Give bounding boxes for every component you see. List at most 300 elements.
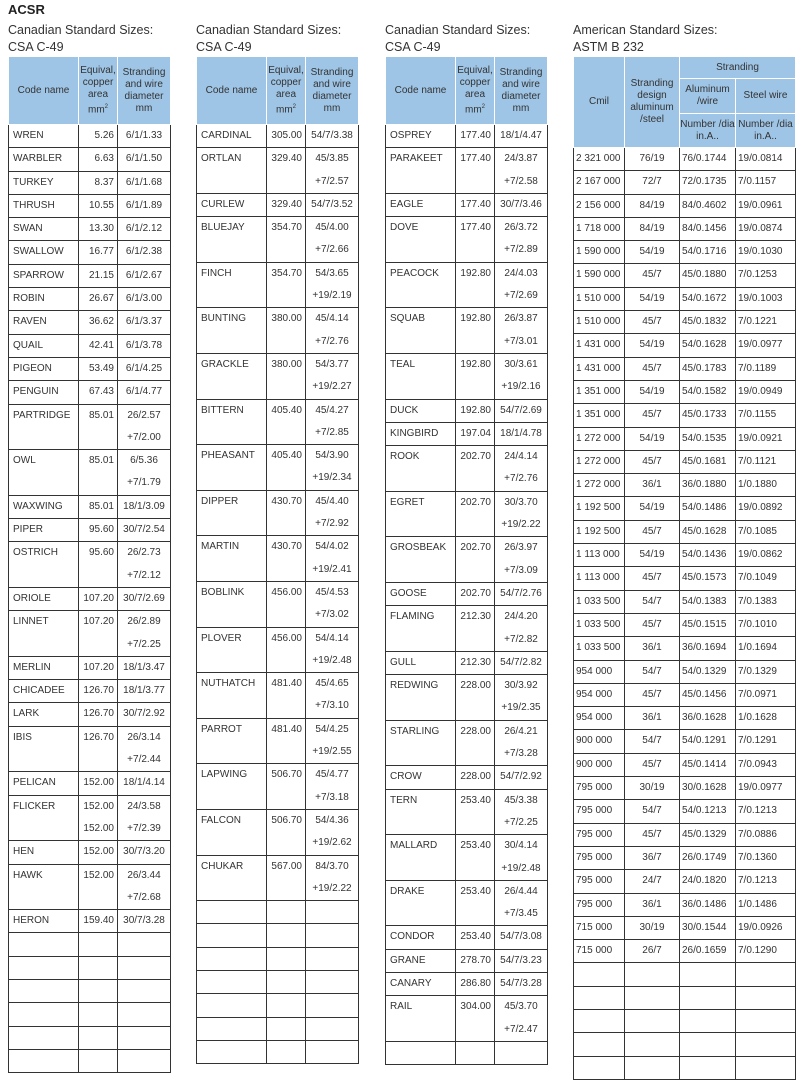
- design-cell: 54/19: [625, 241, 680, 264]
- stranding-cell: 30/7/2.92: [118, 703, 171, 726]
- code-name-cell: EGRET: [386, 491, 456, 537]
- equiv-area-cell: 278.70: [456, 949, 495, 972]
- cmil-cell: 2 156 000: [574, 194, 625, 217]
- equiv-area-cell: 192.80: [456, 308, 495, 354]
- code-name-cell: ROOK: [386, 446, 456, 492]
- design-cell: 54/19: [625, 497, 680, 520]
- stranding-cell: 6/1/1.68: [118, 171, 171, 194]
- table-row: [574, 777, 796, 800]
- table-row: [386, 606, 548, 652]
- steel-cell: 1/0.1880: [736, 474, 796, 497]
- equiv-area-cell: 305.00: [267, 125, 306, 148]
- stranding-cell: 6/1/1.89: [118, 194, 171, 217]
- stranding-cell: 6/1/2.38: [118, 241, 171, 264]
- table-row: [9, 148, 171, 171]
- equiv-area-cell: 85.01: [79, 404, 118, 450]
- code-name-cell: FLICKER: [9, 795, 79, 841]
- aluminum-cell: 45/0.1681: [680, 450, 736, 473]
- aluminum-cell: 36/0.1486: [680, 893, 736, 916]
- code-name-cell: QUAIL: [9, 334, 79, 357]
- equiv-area-cell: 202.70: [456, 446, 495, 492]
- stranding-cell: 54/7/2.82: [495, 651, 548, 674]
- steel-cell: 19/0.0949: [736, 380, 796, 403]
- table-row: [574, 893, 796, 916]
- stranding-cell: 54/3.90 +19/2.34: [306, 445, 359, 491]
- design-cell: 54/7: [625, 660, 680, 683]
- code-name-cell: LARK: [9, 703, 79, 726]
- code-name-cell: CARDINAL: [197, 125, 267, 148]
- aluminum-cell: 54/0.1716: [680, 241, 736, 264]
- empty-row: [9, 956, 171, 979]
- code-name-cell: PARROT: [197, 718, 267, 764]
- table-row: [574, 730, 796, 753]
- table-row: [574, 311, 796, 334]
- cmil-cell: 1 192 500: [574, 497, 625, 520]
- equiv-area-cell: 13.30: [79, 218, 118, 241]
- equiv-area-cell: 430.70: [267, 490, 306, 536]
- empty-row: [9, 1003, 171, 1026]
- csa-section: [196, 22, 359, 1064]
- header-cmil: Cmil: [574, 57, 625, 148]
- table-row: [574, 357, 796, 380]
- cmil-cell: 954 000: [574, 683, 625, 706]
- table-row: [197, 855, 359, 901]
- table-row: [197, 353, 359, 399]
- steel-cell: 1/0.1694: [736, 637, 796, 660]
- equiv-area-cell: 228.00: [456, 675, 495, 721]
- equiv-area-cell: 5.26: [79, 125, 118, 148]
- aluminum-cell: 26/0.1659: [680, 940, 736, 963]
- aluminum-cell: 54/0.1486: [680, 497, 736, 520]
- table-row: [9, 542, 171, 588]
- code-name-cell: MALLARD: [386, 835, 456, 881]
- stranding-cell: 45/4.14 +7/2.76: [306, 308, 359, 354]
- table-row: [9, 656, 171, 679]
- table-row: [574, 194, 796, 217]
- code-name-cell: CANARY: [386, 972, 456, 995]
- empty-row: [574, 1009, 796, 1032]
- empty-row: [574, 1056, 796, 1079]
- steel-cell: 19/0.1030: [736, 241, 796, 264]
- steel-cell: 7/0.1360: [736, 846, 796, 869]
- code-name-cell: MERLIN: [9, 656, 79, 679]
- equiv-area-cell: 152.00: [79, 841, 118, 864]
- aluminum-cell: 54/0.1582: [680, 380, 736, 403]
- code-name-cell: MARTIN: [197, 536, 267, 582]
- stranding-cell: 24/3.87 +7/2.58: [495, 148, 548, 194]
- code-name-cell: HAWK: [9, 864, 79, 910]
- code-name-cell: BLUEJAY: [197, 217, 267, 263]
- table-row: [9, 357, 171, 380]
- equiv-area-cell: 253.40: [456, 835, 495, 881]
- design-cell: 54/19: [625, 380, 680, 403]
- stranding-cell: 26/3.44 +7/2.68: [118, 864, 171, 910]
- table-row: [386, 926, 548, 949]
- design-cell: 54/7: [625, 590, 680, 613]
- stranding-cell: 18/1/3.09: [118, 495, 171, 518]
- equiv-area-cell: 405.40: [267, 445, 306, 491]
- table-row: [197, 125, 359, 148]
- stranding-cell: 45/3.70 +7/2.47: [495, 996, 548, 1042]
- design-cell: 45/7: [625, 683, 680, 706]
- code-name-cell: BOBLINK: [197, 581, 267, 627]
- stranding-cell: 18/1/4.78: [495, 422, 548, 445]
- header-steel-number: Number /dia in.A..: [736, 114, 796, 148]
- table-row: [9, 795, 171, 841]
- aluminum-cell: 36/0.1880: [680, 474, 736, 497]
- code-name-cell: HERON: [9, 910, 79, 933]
- stranding-cell: 45/4.27 +7/2.85: [306, 399, 359, 445]
- cmil-cell: 1 590 000: [574, 241, 625, 264]
- aluminum-cell: 26/0.1749: [680, 846, 736, 869]
- equiv-area-cell: 212.30: [456, 606, 495, 652]
- table-row: [9, 450, 171, 496]
- code-name-cell: GRACKLE: [197, 353, 267, 399]
- cmil-cell: 795 000: [574, 823, 625, 846]
- table-row: [574, 940, 796, 963]
- stranding-cell: 54/7/2.76: [495, 582, 548, 605]
- table-row: [386, 651, 548, 674]
- steel-cell: 7/0.1213: [736, 870, 796, 893]
- empty-row: [197, 947, 359, 970]
- cmil-cell: 1 113 000: [574, 567, 625, 590]
- steel-cell: 19/0.0862: [736, 544, 796, 567]
- equiv-area-cell: 8.37: [79, 171, 118, 194]
- code-name-cell: FALCON: [197, 809, 267, 855]
- aluminum-cell: 45/0.1414: [680, 753, 736, 776]
- equiv-area-cell: 126.70: [79, 703, 118, 726]
- steel-cell: 7/0.1329: [736, 660, 796, 683]
- stranding-cell: 45/4.40 +7/2.92: [306, 490, 359, 536]
- table-row: [574, 800, 796, 823]
- cmil-cell: 1 033 500: [574, 637, 625, 660]
- code-name-cell: PARTRIDGE: [9, 404, 79, 450]
- stranding-cell: 45/4.00 +7/2.66: [306, 217, 359, 263]
- code-name-cell: FINCH: [197, 262, 267, 308]
- stranding-cell: 30/7/3.20: [118, 841, 171, 864]
- equiv-area-cell: 192.80: [456, 353, 495, 399]
- cmil-cell: 900 000: [574, 730, 625, 753]
- design-cell: 45/7: [625, 613, 680, 636]
- steel-cell: 7/0.1157: [736, 171, 796, 194]
- stranding-cell: 54/7/3.38: [306, 125, 359, 148]
- equiv-area-cell: 329.40: [267, 148, 306, 194]
- csa-section: [8, 22, 171, 1073]
- header-stranding: Stranding and wire diameter mm: [306, 57, 359, 125]
- equiv-area-cell: 53.49: [79, 357, 118, 380]
- code-name-cell: DRAKE: [386, 880, 456, 926]
- table-row: [9, 910, 171, 933]
- stranding-cell: 30/3.92 +19/2.35: [495, 675, 548, 721]
- table-row: [9, 171, 171, 194]
- table-row: [197, 148, 359, 194]
- design-cell: 36/1: [625, 893, 680, 916]
- design-cell: 36/7: [625, 846, 680, 869]
- table-row: [386, 308, 548, 354]
- table-row: [9, 726, 171, 772]
- acsr-heading: ACSR: [8, 2, 45, 17]
- code-name-cell: GROSBEAK: [386, 537, 456, 583]
- stranding-cell: 45/4.53 +7/3.02: [306, 581, 359, 627]
- aluminum-cell: 54/0.1329: [680, 660, 736, 683]
- cmil-cell: 1 033 500: [574, 590, 625, 613]
- table-row: [574, 660, 796, 683]
- code-name-cell: KINGBIRD: [386, 422, 456, 445]
- stranding-cell: 6/1/3.37: [118, 311, 171, 334]
- steel-cell: 7/0.1121: [736, 450, 796, 473]
- table-row: [386, 148, 548, 194]
- design-cell: 54/19: [625, 334, 680, 357]
- table-row: [386, 720, 548, 766]
- equiv-area-cell: 152.00 152.00: [79, 795, 118, 841]
- equiv-area-cell: 456.00: [267, 627, 306, 673]
- stranding-cell: 54/7/3.23: [495, 949, 548, 972]
- equiv-area-cell: 95.60: [79, 519, 118, 542]
- design-cell: 84/19: [625, 217, 680, 240]
- csa-table: [8, 56, 171, 1073]
- stranding-cell: 6/1/4.77: [118, 381, 171, 404]
- table-row: [386, 399, 548, 422]
- steel-cell: 7/0.1383: [736, 590, 796, 613]
- table-row: [574, 567, 796, 590]
- steel-cell: 7/0.1221: [736, 311, 796, 334]
- table-row: [574, 450, 796, 473]
- section-title: Canadian Standard Sizes: CSA C-49: [196, 23, 342, 54]
- equiv-area-cell: 16.77: [79, 241, 118, 264]
- code-name-cell: STARLING: [386, 720, 456, 766]
- equiv-area-cell: 126.70: [79, 680, 118, 703]
- equiv-area-cell: 253.40: [456, 880, 495, 926]
- design-cell: 45/7: [625, 823, 680, 846]
- table-row: [197, 764, 359, 810]
- code-name-cell: OSTRICH: [9, 542, 79, 588]
- code-name-cell: CURLEW: [197, 193, 267, 216]
- empty-row: [9, 1049, 171, 1072]
- equiv-area-cell: 126.70: [79, 726, 118, 772]
- cmil-cell: 1 431 000: [574, 357, 625, 380]
- stranding-cell: 54/7/3.08: [495, 926, 548, 949]
- cmil-cell: 795 000: [574, 777, 625, 800]
- code-name-cell: TERN: [386, 789, 456, 835]
- cmil-cell: 1 033 500: [574, 613, 625, 636]
- table-row: [9, 495, 171, 518]
- equiv-area-cell: 177.40: [456, 125, 495, 148]
- table-row: [574, 544, 796, 567]
- cmil-cell: 1 351 000: [574, 404, 625, 427]
- stranding-cell: 18/1/4.47: [495, 125, 548, 148]
- steel-cell: 7/0.0886: [736, 823, 796, 846]
- empty-row: [9, 979, 171, 1002]
- equiv-area-cell: 380.00: [267, 353, 306, 399]
- steel-cell: 7/0.1291: [736, 730, 796, 753]
- code-name-cell: WARBLER: [9, 148, 79, 171]
- header-equiv-area: Equival, copper area $mm^2$: [456, 57, 495, 125]
- aluminum-cell: 45/0.1329: [680, 823, 736, 846]
- code-name-cell: SWALLOW: [9, 241, 79, 264]
- table-row: [574, 590, 796, 613]
- design-cell: 45/7: [625, 450, 680, 473]
- design-cell: 54/19: [625, 287, 680, 310]
- empty-row: [197, 1017, 359, 1040]
- code-name-cell: SPARROW: [9, 264, 79, 287]
- table-row: [386, 972, 548, 995]
- cmil-cell: 954 000: [574, 707, 625, 730]
- equiv-area-cell: 506.70: [267, 809, 306, 855]
- header-code-name: Code name: [9, 57, 79, 125]
- stranding-cell: 26/4.21 +7/3.28: [495, 720, 548, 766]
- stranding-cell: 54/7/3.28: [495, 972, 548, 995]
- equiv-area-cell: 42.41: [79, 334, 118, 357]
- header-steel: Steel wire: [736, 79, 796, 114]
- table-row: [386, 766, 548, 789]
- design-cell: 36/1: [625, 474, 680, 497]
- equiv-area-cell: 202.70: [456, 537, 495, 583]
- code-name-cell: BUNTING: [197, 308, 267, 354]
- table-row: [9, 680, 171, 703]
- aluminum-cell: 76/0.1744: [680, 148, 736, 171]
- design-cell: 84/19: [625, 194, 680, 217]
- cmil-cell: 1 272 000: [574, 450, 625, 473]
- stranding-cell: 54/7/2.69: [495, 399, 548, 422]
- equiv-area-cell: 6.63: [79, 148, 118, 171]
- table-row: [386, 537, 548, 583]
- equiv-area-cell: 85.01: [79, 495, 118, 518]
- equiv-area-cell: 481.40: [267, 673, 306, 719]
- equiv-area-cell: 405.40: [267, 399, 306, 445]
- aluminum-cell: 54/0.1436: [680, 544, 736, 567]
- stranding-cell: 6/1/1.33: [118, 125, 171, 148]
- code-name-cell: FLAMING: [386, 606, 456, 652]
- steel-cell: 7/0.0943: [736, 753, 796, 776]
- design-cell: 45/7: [625, 567, 680, 590]
- stranding-cell: 24/4.14 +7/2.76: [495, 446, 548, 492]
- stranding-cell: 26/2.57 +7/2.00: [118, 404, 171, 450]
- design-cell: 24/7: [625, 870, 680, 893]
- stranding-cell: 30/3.70 +19/2.22: [495, 491, 548, 537]
- design-cell: 76/19: [625, 148, 680, 171]
- cmil-cell: 1 718 000: [574, 217, 625, 240]
- design-cell: 36/1: [625, 707, 680, 730]
- cmil-cell: 1 113 000: [574, 544, 625, 567]
- table-row: [574, 870, 796, 893]
- steel-cell: 1/0.1628: [736, 707, 796, 730]
- table-row: [197, 445, 359, 491]
- table-row: [9, 404, 171, 450]
- table-row: [386, 125, 548, 148]
- stranding-cell: 6/1/3.00: [118, 288, 171, 311]
- aluminum-cell: 54/0.1672: [680, 287, 736, 310]
- cmil-cell: 2 321 000: [574, 148, 625, 171]
- table-row: [197, 217, 359, 263]
- table-row: [9, 587, 171, 610]
- stranding-cell: 24/3.58 +7/2.39: [118, 795, 171, 841]
- stranding-cell: 54/7/2.92: [495, 766, 548, 789]
- empty-row: [386, 1041, 548, 1064]
- code-name-cell: PLOVER: [197, 627, 267, 673]
- stranding-cell: 84/3.70 +19/2.22: [306, 855, 359, 901]
- stranding-cell: 45/4.77 +7/3.18: [306, 764, 359, 810]
- cmil-cell: 795 000: [574, 870, 625, 893]
- aluminum-cell: 45/0.1573: [680, 567, 736, 590]
- design-cell: 54/19: [625, 544, 680, 567]
- stranding-cell: 26/4.44 +7/3.45: [495, 880, 548, 926]
- table-row: [386, 491, 548, 537]
- code-name-cell: CROW: [386, 766, 456, 789]
- steel-cell: 19/0.0977: [736, 777, 796, 800]
- steel-cell: 1/0.1486: [736, 893, 796, 916]
- table-row: [574, 474, 796, 497]
- header-equiv-area: Equival, copper area $mm^2$: [267, 57, 306, 125]
- header-equiv-area: Equival, copper area $mm^2$: [79, 57, 118, 125]
- table-row: [9, 264, 171, 287]
- aluminum-cell: 72/0.1735: [680, 171, 736, 194]
- steel-cell: 19/0.0921: [736, 427, 796, 450]
- code-name-cell: PELICAN: [9, 772, 79, 795]
- aluminum-cell: 45/0.1733: [680, 404, 736, 427]
- table-row: [386, 880, 548, 926]
- table-row: [574, 613, 796, 636]
- steel-cell: 7/0.1253: [736, 264, 796, 287]
- table-row: [9, 703, 171, 726]
- cmil-cell: 1 272 000: [574, 474, 625, 497]
- steel-cell: 19/0.0814: [736, 148, 796, 171]
- table-row: [197, 399, 359, 445]
- table-row: [386, 949, 548, 972]
- table-row: [9, 772, 171, 795]
- table-row: [386, 262, 548, 308]
- header-stranding: Stranding: [680, 57, 796, 79]
- cmil-cell: 795 000: [574, 846, 625, 869]
- table-row: [386, 422, 548, 445]
- equiv-area-cell: 107.20: [79, 587, 118, 610]
- design-cell: 45/7: [625, 520, 680, 543]
- aluminum-cell: 84/0.1456: [680, 217, 736, 240]
- table-row: [574, 497, 796, 520]
- code-name-cell: GRANE: [386, 949, 456, 972]
- code-name-cell: WREN: [9, 125, 79, 148]
- table-row: [197, 193, 359, 216]
- equiv-area-cell: 456.00: [267, 581, 306, 627]
- section-title: Canadian Standard Sizes: CSA C-49: [385, 23, 531, 54]
- stranding-cell: 30/4.14 +19/2.48: [495, 835, 548, 881]
- table-row: [197, 581, 359, 627]
- cmil-cell: 715 000: [574, 916, 625, 939]
- equiv-area-cell: 228.00: [456, 720, 495, 766]
- design-cell: 45/7: [625, 753, 680, 776]
- stranding-cell: 26/2.89 +7/2.25: [118, 611, 171, 657]
- table-row: [574, 916, 796, 939]
- empty-row: [574, 986, 796, 1009]
- table-row: [574, 264, 796, 287]
- empty-row: [197, 901, 359, 924]
- empty-row: [197, 924, 359, 947]
- design-cell: 54/19: [625, 427, 680, 450]
- aluminum-cell: 45/0.1832: [680, 311, 736, 334]
- table-row: [9, 311, 171, 334]
- table-row: [386, 353, 548, 399]
- stranding-cell: 6/1/3.78: [118, 334, 171, 357]
- table-row: [9, 125, 171, 148]
- stranding-cell: 54/4.14 +19/2.48: [306, 627, 359, 673]
- code-name-cell: TEAL: [386, 353, 456, 399]
- stranding-cell: 54/3.77 +19/2.27: [306, 353, 359, 399]
- empty-row: [197, 994, 359, 1017]
- design-cell: 54/7: [625, 800, 680, 823]
- equiv-area-cell: 177.40: [456, 148, 495, 194]
- aluminum-cell: 24/0.1820: [680, 870, 736, 893]
- section-title: Canadian Standard Sizes: CSA C-49: [8, 23, 154, 54]
- stranding-cell: 54/4.02 +19/2.41: [306, 536, 359, 582]
